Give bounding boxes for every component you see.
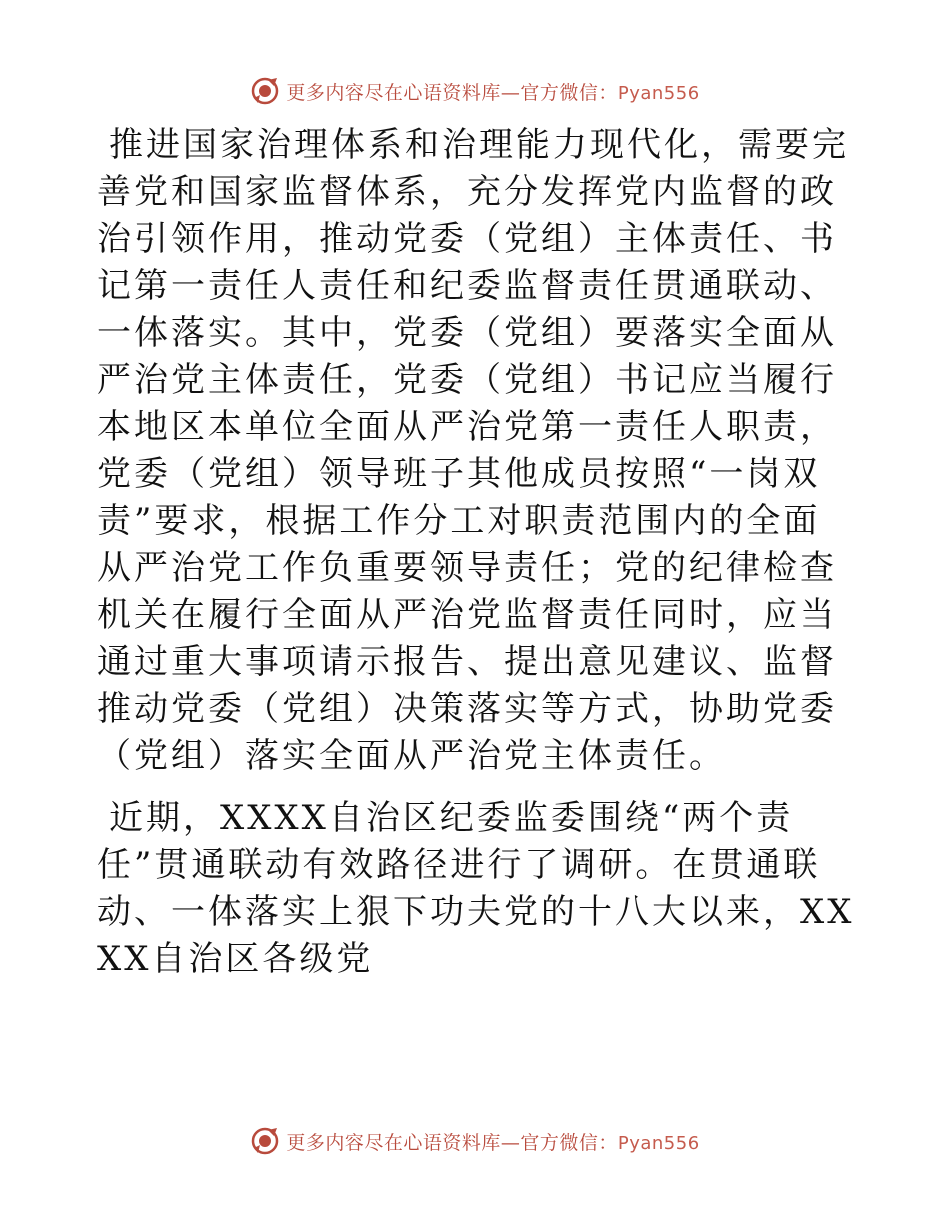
paragraph-1: 推进国家治理体系和治理能力现代化，需要完善党和国家监督体系，充分发挥党内监督的政治引领作用，推动党委（党组）主体责任、书记第一责任人责任和纪委监督责任贯通联动、一体落实。其中，党委（党组）要落实全面从严治党主体责任，党委（党组）书记应当履行本地区本单位全面从严治党第一责任人职责，党委（党组）领导班子其他成员按照“一岗双责”要求，根据工作分工对职责范围内的全面从严治党工作负重要领导责任；党的纪律检查机关在履行全面从严治党监督责任同时，应当通过重大事项请示报告、提出意见建议、监督推动党委（党组）决策落实等方式，协助党委（党组）落实全面从严治党主体责任。 [97, 125, 849, 776]
paragraph-2: 近期，XXXX自治区纪委监委围绕“两个责任”贯通联动有效路径进行了调研。在贯通联动、一体落实上狠下功夫党的十八大以来，XXXX自治区各级党 [97, 798, 855, 979]
footer-wechat-id: Pyan556 [617, 1132, 700, 1154]
seal-logo-icon [250, 1126, 280, 1156]
seal-logo-icon [250, 76, 280, 106]
header-wechat-id: Pyan556 [617, 82, 700, 104]
footer-promo-text: 更多内容尽在心语资料库—官方微信： [286, 1131, 618, 1154]
header-promo [286, 78, 699, 105]
header-promo-text: 更多内容尽在心语资料库—官方微信： [286, 81, 618, 104]
footer-banner [0, 1121, 950, 1161]
header-banner [0, 71, 950, 111]
footer-promo [286, 1128, 699, 1155]
document-body [97, 122, 857, 983]
